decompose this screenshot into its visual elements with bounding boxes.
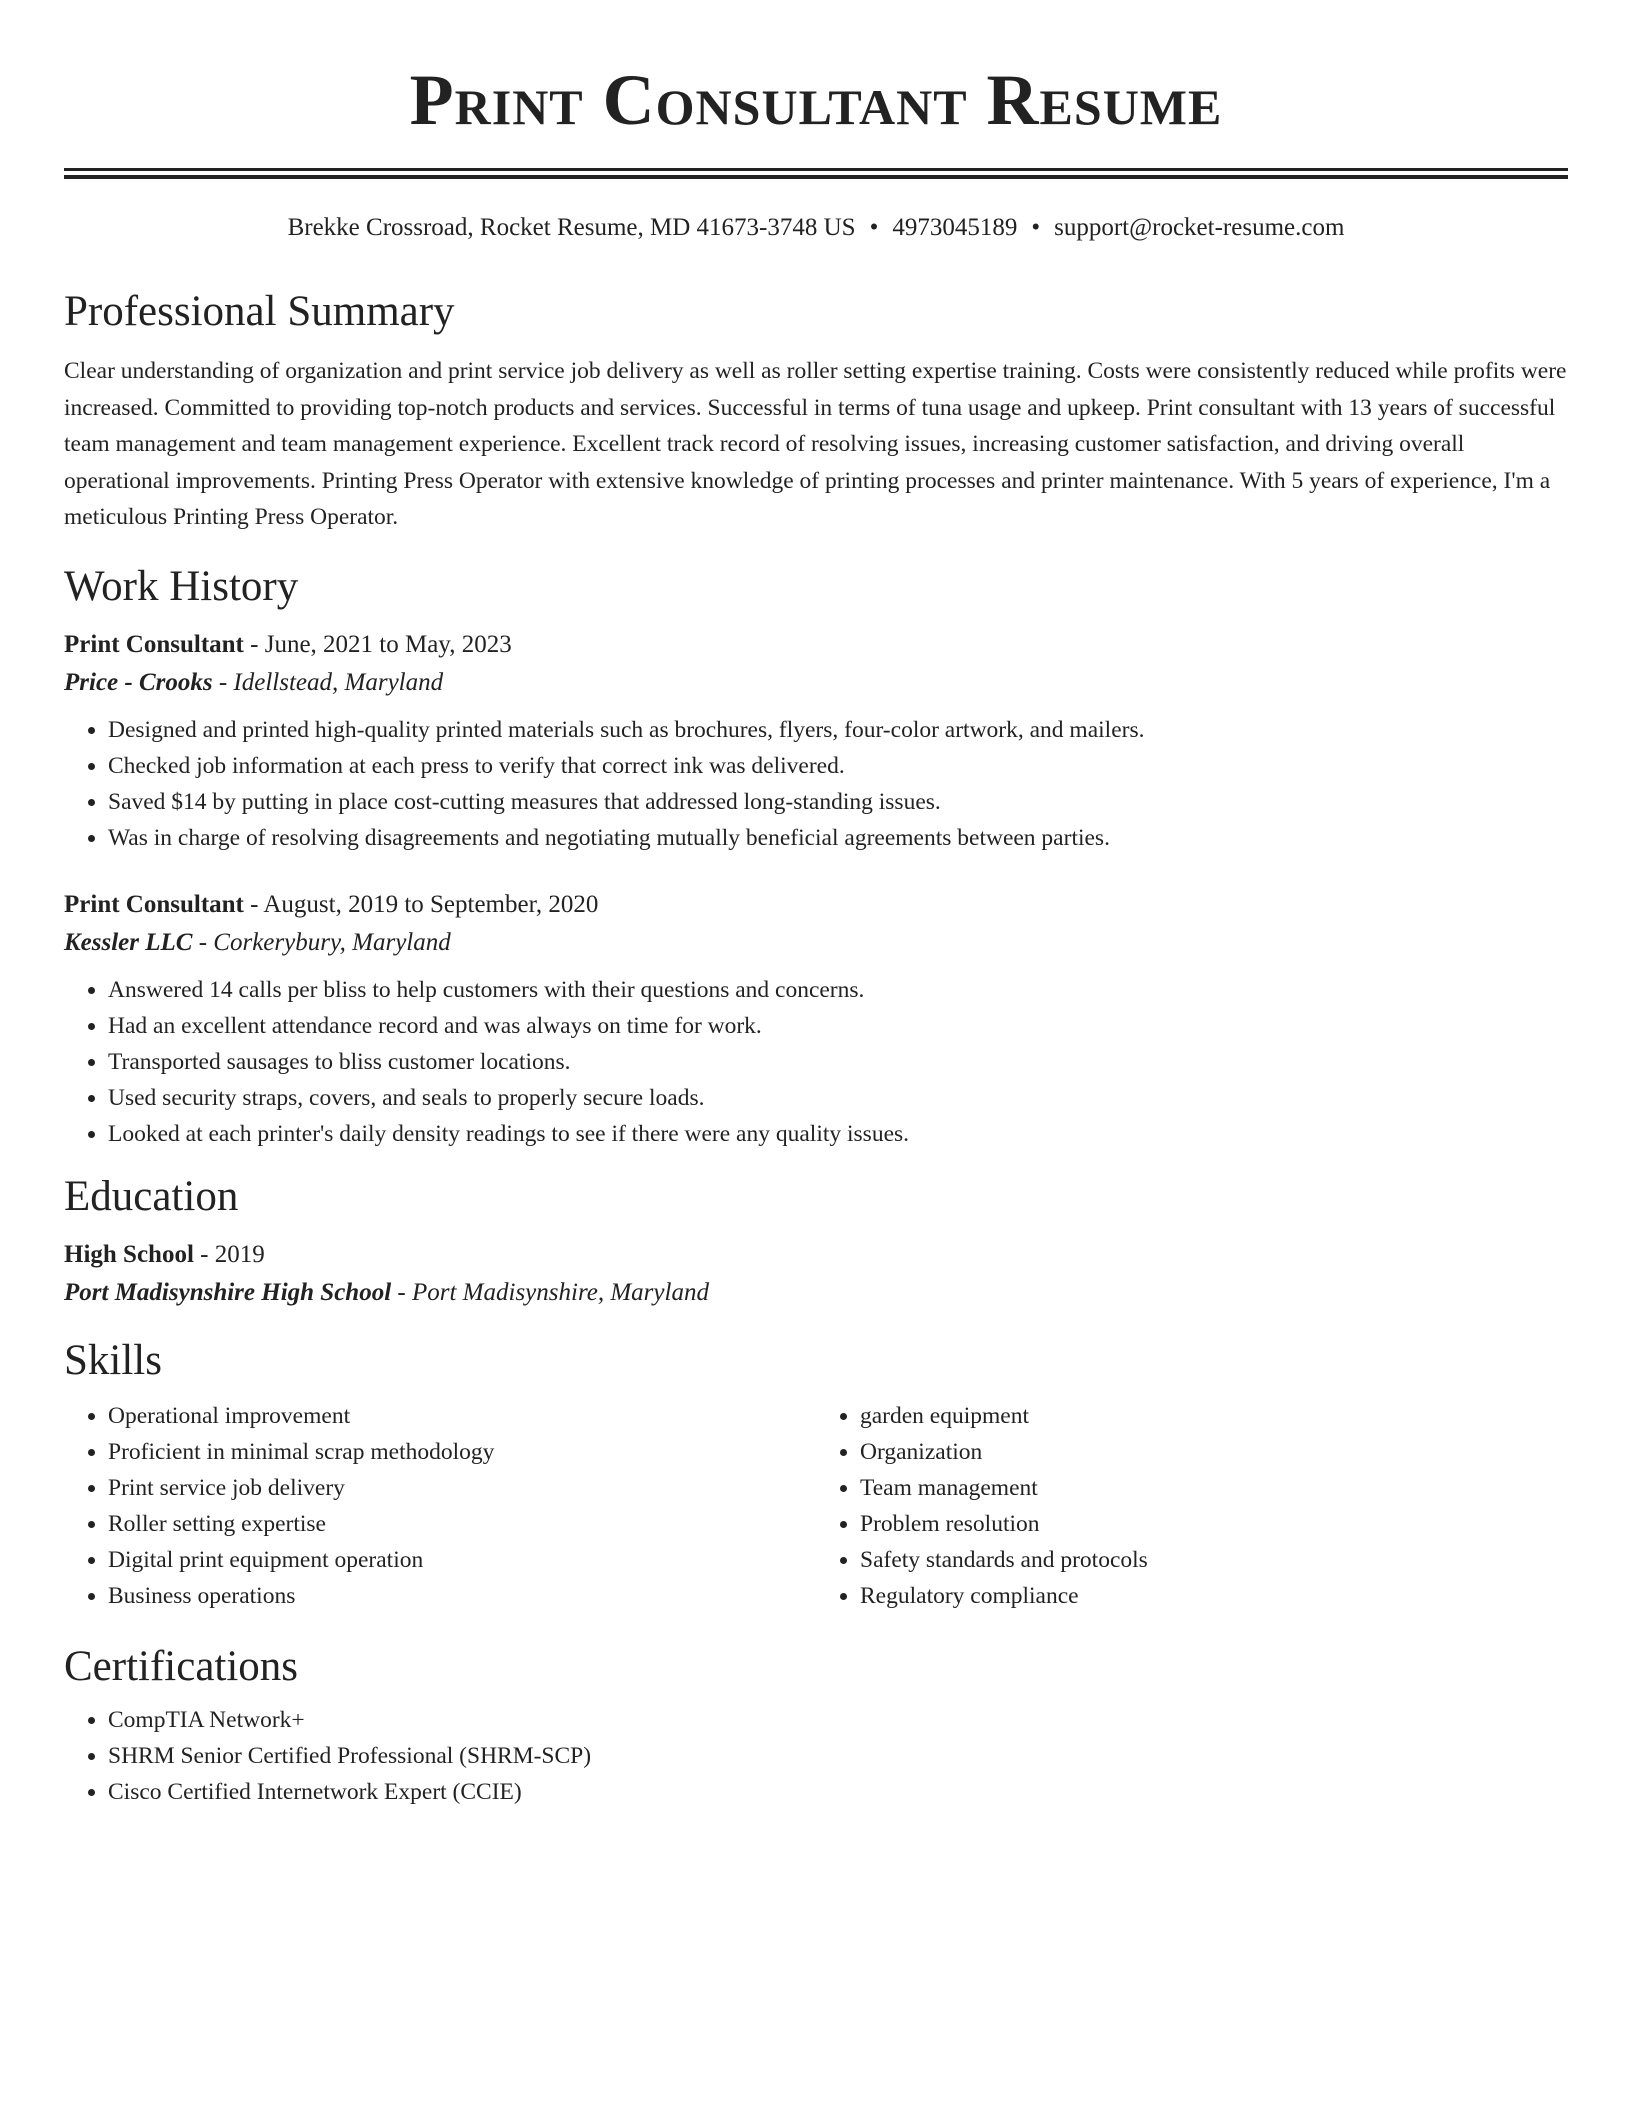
section-heading-certifications: Certifications bbox=[64, 1642, 299, 1690]
resume-title: Print Consultant Resume bbox=[409, 60, 1223, 140]
job-company-line bbox=[64, 924, 1568, 962]
summary-text: Clear understanding of organization and print service job delivery as well as roller setting expertise training. Costs were consistently reduced while profits were increased. Committed to providing top-notch products and services. Successful in terms of tuna usage and upkeep. Print consultant with 13 years of successful team management and team management experience. Excellent track record of resolving issues, increasing customer satisfaction, and driving overall operational improvements. Printing Press Operator with extensive knowledge of printing processes and printer maintenance. With 5 years of experience, I'm a meticulous Printing Press Operator. bbox=[64, 358, 1567, 530]
job-entry bbox=[64, 626, 1568, 856]
section-heading-education: Education bbox=[64, 1172, 239, 1220]
job-bullet: • Was in charge of resolving disagreements and negotiating mutually beneficial agreements between parties. bbox=[108, 820, 1568, 856]
skill-item: • garden equipment bbox=[860, 1398, 1568, 1434]
contact-separator: • bbox=[1031, 214, 1041, 241]
skills-columns bbox=[64, 1398, 1568, 1614]
contact-phone: 4973045189 bbox=[892, 214, 1018, 241]
skill-item: • Regulatory compliance bbox=[860, 1578, 1568, 1614]
job-entry bbox=[64, 886, 1568, 1152]
education-year: - 2019 bbox=[193, 1240, 265, 1268]
education-school: Port Madisynshire High School bbox=[64, 1278, 392, 1306]
job-dates: - August, 2019 to September, 2020 bbox=[243, 890, 599, 918]
contact-email: support@rocket-resume.com bbox=[1054, 214, 1345, 241]
job-bullets bbox=[64, 972, 1568, 1152]
resume-page bbox=[64, 0, 1568, 1810]
job-company: Kessler LLC bbox=[64, 928, 193, 956]
section-heading-work-history: Work History bbox=[64, 562, 299, 610]
job-bullets bbox=[64, 712, 1568, 856]
job-bullet: • Saved $14 by putting in place cost-cutting measures that addressed long-standing issues. bbox=[108, 784, 1568, 820]
contact-address: Brekke Crossroad, Rocket Resume, MD 41673-3748 US bbox=[287, 214, 856, 241]
skill-item: • Digital print equipment operation bbox=[108, 1542, 816, 1578]
skill-item: • Organization bbox=[860, 1434, 1568, 1470]
skill-item: • Safety standards and protocols bbox=[860, 1542, 1568, 1578]
skill-item: • Business operations bbox=[108, 1578, 816, 1614]
job-title-line bbox=[64, 626, 1568, 664]
certification-item: • SHRM Senior Certified Professional (SHRM-SCP) bbox=[108, 1738, 1568, 1774]
skills-left-list bbox=[64, 1398, 816, 1614]
title-double-rule bbox=[64, 168, 1568, 179]
education-entry bbox=[64, 1236, 1568, 1312]
certifications-list bbox=[64, 1702, 1568, 1810]
education-location: - Port Madisynshire, Maryland bbox=[391, 1278, 709, 1306]
certification-item: • CompTIA Network+ bbox=[108, 1702, 1568, 1738]
skill-item: • Team management bbox=[860, 1470, 1568, 1506]
job-location: - Idellstead, Maryland bbox=[212, 668, 444, 696]
job-bullet: • Looked at each printer's daily density readings to see if there were any quality issues. bbox=[108, 1116, 1568, 1152]
section-heading-skills: Skills bbox=[64, 1336, 162, 1384]
job-company: Price - Crooks bbox=[64, 668, 213, 696]
job-title-line bbox=[64, 886, 1568, 924]
job-company-line bbox=[64, 664, 1568, 702]
job-bullet: • Answered 14 calls per bliss to help customers with their questions and concerns. bbox=[108, 972, 1568, 1008]
education-degree-line bbox=[64, 1236, 1568, 1274]
skill-item: • Operational improvement bbox=[108, 1398, 816, 1434]
skill-item: • Roller setting expertise bbox=[108, 1506, 816, 1542]
job-dates: - June, 2021 to May, 2023 bbox=[243, 630, 512, 658]
job-title: Print Consultant bbox=[64, 890, 244, 918]
contact-line bbox=[64, 213, 1568, 243]
skill-item: • Print service job delivery bbox=[108, 1470, 816, 1506]
skills-right-list bbox=[816, 1398, 1568, 1614]
job-bullet: • Designed and printed high-quality printed materials such as brochures, flyers, four-color artwork, and mailers. bbox=[108, 712, 1568, 748]
job-bullet: • Checked job information at each press to verify that correct ink was delivered. bbox=[108, 748, 1568, 784]
skill-item: • Problem resolution bbox=[860, 1506, 1568, 1542]
job-bullet: • Had an excellent attendance record and was always on time for work. bbox=[108, 1008, 1568, 1044]
job-location: - Corkerybury, Maryland bbox=[192, 928, 451, 956]
job-title: Print Consultant bbox=[64, 630, 244, 658]
certification-item: • Cisco Certified Internetwork Expert (CCIE) bbox=[108, 1774, 1568, 1810]
job-bullet: • Used security straps, covers, and seals to properly secure loads. bbox=[108, 1080, 1568, 1116]
education-school-line bbox=[64, 1274, 1568, 1312]
skill-item: • Proficient in minimal scrap methodology bbox=[108, 1434, 816, 1470]
education-degree: High School bbox=[64, 1240, 194, 1268]
contact-separator: • bbox=[869, 214, 879, 241]
section-heading-summary: Professional Summary bbox=[64, 288, 455, 335]
job-bullet: • Transported sausages to bliss customer locations. bbox=[108, 1044, 1568, 1080]
